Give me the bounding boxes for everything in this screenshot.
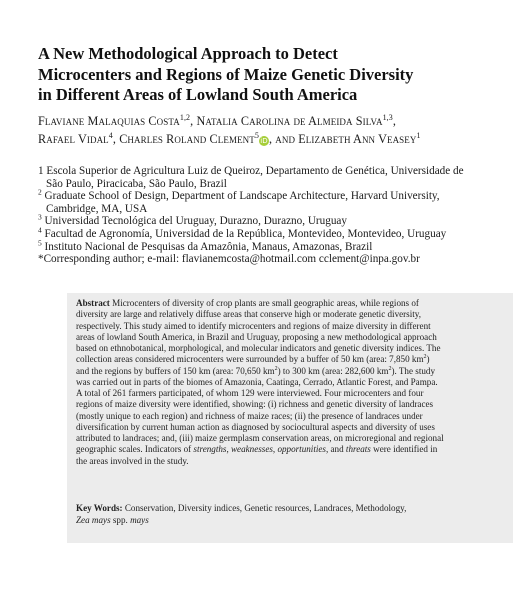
affiliation-text: Instituto Nacional de Pesquisas da Amazônia, Manaus, Amazonas, Brazil	[41, 240, 373, 253]
keywords-text: spp.	[110, 514, 131, 525]
abstract	[76, 298, 506, 467]
abstract-text: geographic scales. Indicators of	[76, 444, 194, 455]
affiliation-text: Universidad Tecnológica del Uruguay, Durazno, Durazno, Uruguay	[41, 215, 347, 228]
affiliation-line	[38, 225, 518, 241]
author-line	[38, 112, 508, 130]
affiliation-line	[38, 237, 518, 254]
abstract-line: A total of 261 farmers participated, of whom 129 were interviewed. Four microcenters and four	[76, 388, 424, 398]
author-affil-sup: 5	[254, 130, 259, 140]
abstract-text: ). The study	[391, 365, 435, 376]
orcid-icon[interactable]: iD	[260, 137, 268, 145]
affiliations	[38, 165, 518, 266]
abstract-line: respectively. This study aimed to identify microcenters and regions of maize diversity in different	[76, 320, 431, 331]
keywords-line	[76, 515, 506, 527]
affiliation-line: São Paulo, Piracicaba, São Paulo, Brazil	[46, 177, 227, 190]
author-name: Elizabeth Ann Veasey	[298, 132, 417, 146]
abstract-line	[76, 366, 506, 377]
keywords-label: Key Words:	[76, 503, 123, 513]
abstract-line: was carried out in parts of the biomes of Amazonia, Caatinga, Cerrado, Atlantic Forest, and Pampa.	[76, 376, 438, 387]
abstract-line: areas of lowland South America, in Brazil and Uruguay, proposing a new methodological approach	[76, 331, 437, 342]
author-separator: , and	[268, 132, 299, 146]
abstract-text: collection areas considered microcenters were surrounded by a buffer of 50 km (area: 7,850 km	[76, 354, 424, 365]
corresponding-author: *Corresponding author; e-mail: flavianemcosta@hotmail.com cclement@inpa.gov.br	[38, 253, 420, 266]
abstract-text: )	[426, 354, 430, 365]
abstract-line: the areas involved in the study.	[76, 455, 189, 466]
abstract-text: ,	[272, 444, 278, 455]
title-line: in Different Areas of Lowland South America	[38, 85, 358, 104]
title-line: A New Methodological Approach to Detect	[38, 44, 338, 63]
abstract-line: diversification by current human action as diagnosed by sociocultural aspects and diversity of uses	[76, 421, 435, 432]
abstract-line	[76, 444, 506, 455]
abstract-line	[76, 298, 506, 309]
author-name: Flaviane Malaquias Costa	[38, 114, 180, 128]
affiliation-line: 1 Escola Superior de Agricultura Luiz de Queiroz, Departamento de Genética, Universidade de	[38, 165, 464, 177]
author-name: Natalia Carolina de Almeida Silva	[196, 114, 383, 128]
abstract-line: diversity are large and relatively diffuse areas that conserve high or moderate genetic diversity,	[76, 309, 422, 320]
superscript: 2	[274, 365, 278, 372]
affiliation-line: Cambridge, MA, USA	[46, 202, 148, 215]
title-line: Microcenters and Regions of Maize Genetic Diversity	[38, 64, 414, 84]
emphasis: strengths	[193, 444, 227, 455]
keywords-text: Conservation, Diversity indices, Genetic resources, Landraces, Methodology,	[122, 503, 407, 513]
abstract-label: Abstract	[76, 298, 110, 308]
author-separator: ,	[392, 114, 397, 128]
superscript: 2	[423, 354, 427, 361]
author-name: Charles Roland Clement	[119, 132, 255, 146]
emphasis: opportunities	[277, 444, 326, 455]
abstract-line	[76, 354, 506, 365]
abstract-text: and the regions by buffers of 150 km (area: 70,650 km	[76, 365, 275, 376]
emphasis: threats	[345, 444, 371, 455]
abstract-text: Microcenters of diversity of crop plants are small geographic areas, while regions of	[109, 298, 419, 308]
author-affil-sup: 4	[108, 130, 113, 140]
affiliation-line	[38, 212, 518, 228]
superscript: 2	[388, 365, 392, 372]
abstract-text: ) to 300 km (area: 282,600 km	[277, 365, 389, 376]
keywords-line	[76, 503, 506, 515]
affiliation-number: 5	[38, 237, 42, 247]
author-separator: ,	[112, 132, 120, 146]
species-name: Zea mays	[76, 514, 111, 525]
affiliation-number: 4	[38, 225, 42, 235]
keywords	[76, 503, 506, 526]
affiliation-text: Facultad de Agronomía, Universidad de la República, Montevideo, Montevideo, Uruguay	[41, 227, 447, 240]
abstract-line: attributed to landraces; and, (iii) maize germplasm conservation areas, on microregional and regional	[76, 433, 444, 443]
author-affil-sup: 1,3	[382, 112, 393, 122]
author-affil-sup: 1,2	[179, 112, 191, 122]
abstract-line: (mostly unique to each region) and richness of maize races; (ii) the presence of landraces under	[76, 410, 423, 421]
affiliation-line	[38, 187, 518, 203]
author-list	[38, 112, 508, 148]
paper-title	[38, 44, 498, 106]
abstract-line: based on ethnobotanical, morphological, and molecular indicators and genetic diversity indices. The	[76, 343, 441, 353]
abstract-text: ,	[226, 444, 231, 455]
author-name: Rafael Vidal	[38, 132, 109, 146]
abstract-text: , and	[325, 444, 346, 455]
author-affil-sup: 1	[416, 130, 421, 140]
author-line	[38, 130, 508, 148]
author-separator: ,	[190, 114, 197, 128]
affiliation-number: 3	[38, 212, 42, 222]
affiliation-number: 2	[38, 187, 42, 197]
abstract-text: were identified in	[370, 444, 438, 455]
species-name: mays	[130, 514, 149, 525]
affiliation-text: Graduate School of Design, Department of Landscape Architecture, Harvard University,	[41, 190, 440, 203]
abstract-line: regions of maize diversity were identified, showing: (i) richness and genetic diversity of landraces	[76, 399, 434, 410]
emphasis: weaknesses	[230, 444, 273, 455]
